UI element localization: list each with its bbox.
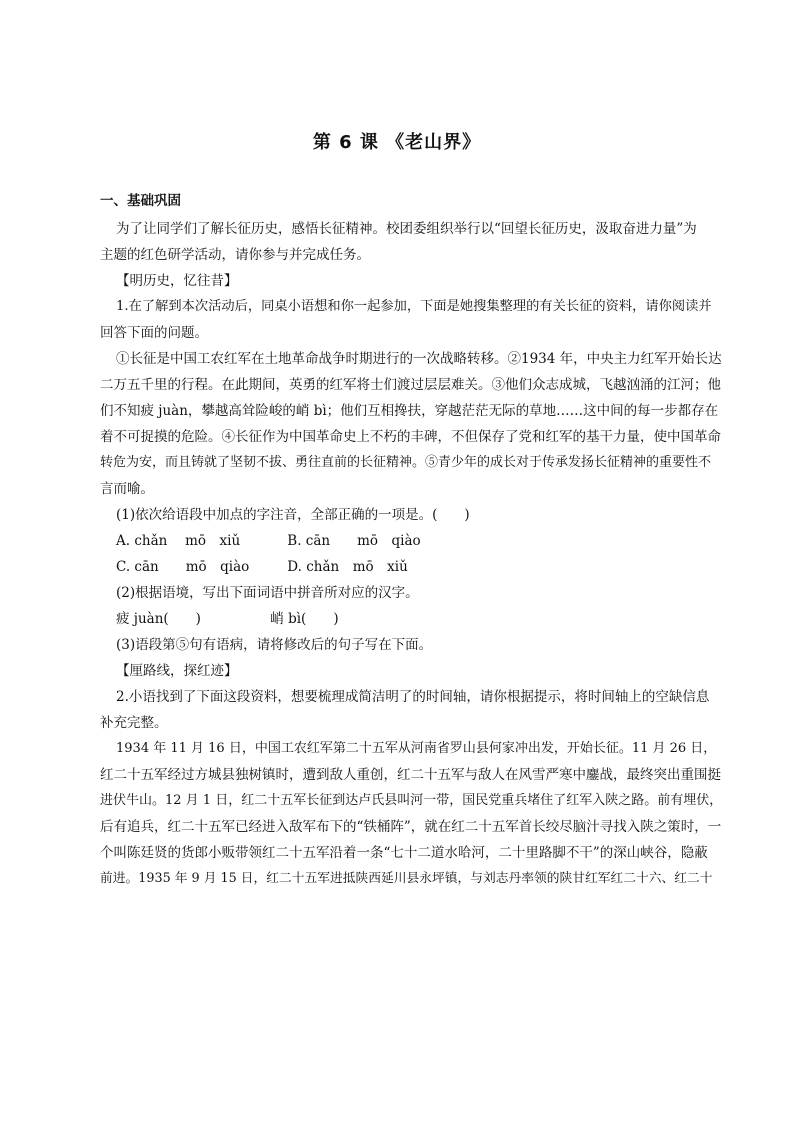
page-title: 第 6 课 《老山界》 — [312, 132, 482, 153]
passage-line-5: 转危为安，而且铸就了坚韧不拔、勇往直前的长征精神。⑤青少年的成长对于传承发扬长征精神的重要性不 — [100, 455, 712, 470]
question-1-line-2: 回答下面的问题。 — [100, 325, 208, 341]
passage2-line-1: 1934 年 11 月 16 日，中国工农红军第二十五军从河南省罗山县何家冲出发，开始长征。11 月 26 日， — [116, 741, 717, 756]
passage2-line-3: 进伏牛山。12 月 1 日，红二十五军长征到达卢氏县叫河一带，国民党重兵堵住了红军入陕之路。前有埋伏， — [100, 793, 723, 808]
sub-question-2: (2)根据语境，写出下面词语中拼音所对应的汉字。 — [116, 585, 419, 601]
pinyin-blank-juan[interactable]: 疲 juàn( ) — [116, 611, 201, 627]
intro-line-1: 为了让同学们了解长征历史，感悟长征精神。校团委组织举行以“回望长征历史，汲取奋进力量”为 — [116, 221, 697, 237]
section-heading-basics: 一、基础巩固 — [100, 193, 181, 209]
sub-question-1: (1)依次给语段中加点的字注音，全部正确的一项是。( ) — [116, 507, 470, 523]
option-d[interactable]: D. chǎn mō xiǔ — [287, 559, 408, 575]
passage-line-6: 言而喻。 — [100, 481, 154, 497]
passage2-line-4: 后有追兵，红二十五军已经进入敌军布下的“铁桶阵”，就在红二十五军首长绞尽脑汁寻找入陕之策时，一 — [100, 819, 722, 835]
question-2-line-2: 补充完整。 — [100, 715, 168, 731]
pinyin-blanks-row — [100, 606, 722, 632]
question-1-line-1: 1.在了解到本次活动后，同桌小语想和你一起参加，下面是她搜集整理的有关长征的资料，请你阅读并 — [116, 299, 712, 314]
passage-line-1: ①长征是中国工农红军在土地革命战争时期进行的一次战略转移。②1934 年，中央主力红军开始长达 — [116, 351, 722, 367]
passage-line-3: 们不知疲 juàn，攀越高耸险峻的峭 bì；他们互相搀扶，穿越茫茫无际的草地……这中间的每一步都存在 — [100, 403, 719, 419]
task-heading-history: 【明历史，忆往昔】 — [116, 273, 238, 289]
passage-line-4: 着不可捉摸的危险。④长征作为中国革命史上不朽的丰碑，不但保存了党和红军的基干力量，使中国革命 — [100, 429, 721, 445]
option-a[interactable]: A. chǎn mō xiǔ — [116, 533, 241, 549]
passage2-line-5: 个叫陈廷贤的货郎小贩带领红二十五军沿着一条“七十二道水哈河，二十里路脚不干”的深山峡谷，隐蔽 — [100, 845, 708, 861]
passage2-line-6: 前进。1935 年 9 月 15 日，红二十五军进抵陕西延川县永坪镇，与刘志丹率领的陕甘红军红二十六、红二十 — [100, 871, 713, 886]
option-b[interactable]: B. cān mō qiào — [287, 533, 421, 549]
document-body — [100, 188, 722, 892]
sub-question-3: (3)语段第⑤句有语病，请将修改后的句子写在下面。 — [116, 637, 433, 653]
option-c[interactable]: C. cān mō qiào — [116, 559, 250, 575]
options-row-2 — [100, 554, 722, 580]
question-2-line-1: 2.小语找到了下面这段资料，想要梳理成简洁明了的时间轴，请你根据提示，将时间轴上的空缺信息 — [116, 689, 710, 705]
task-heading-route: 【厘路线，探红迹】 — [116, 663, 238, 679]
passage2-line-2: 红二十五军经过方城县独树镇时，遭到敌人重创，红二十五军与敌人在风雪严寒中鏖战，最终突出重围挺 — [100, 767, 721, 783]
options-row-1 — [100, 528, 722, 554]
pinyin-blank-bi[interactable]: 峭 bì( ) — [270, 611, 339, 627]
intro-line-2: 主题的红色研学活动，请你参与并完成任务。 — [100, 247, 370, 263]
passage-line-2: 二万五千里的行程。在此期间，英勇的红军将士们渡过层层难关。③他们众志成城，飞越汹涌的江河；他 — [100, 377, 721, 393]
